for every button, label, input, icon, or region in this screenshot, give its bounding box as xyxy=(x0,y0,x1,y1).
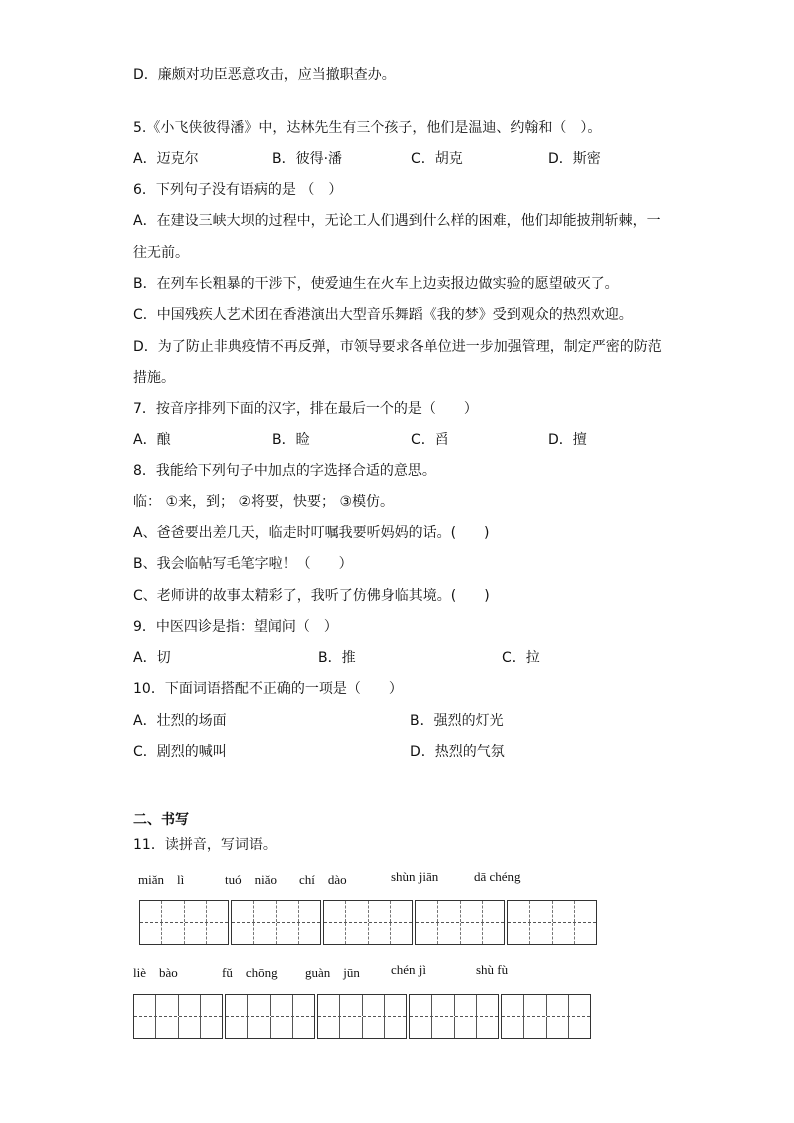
q6-option-a-line1: A．在建设三峡大坝的过程中，无论工人们遇到什么样的困难，他们却能披荆斩棘，一 xyxy=(133,213,661,229)
pinyin-label: chí dào xyxy=(299,872,347,887)
writing-box[interactable] xyxy=(507,900,597,945)
writing-box[interactable] xyxy=(317,994,407,1039)
writing-box[interactable] xyxy=(323,900,413,945)
pinyin-label: miǎn lì xyxy=(138,872,185,887)
pinyin-label: liè bào xyxy=(133,965,178,980)
q8-definitions: 临： ①来，到； ②将要，快要； ③模仿。 xyxy=(133,494,395,510)
writing-box[interactable] xyxy=(133,994,223,1039)
writing-box[interactable] xyxy=(409,994,499,1039)
q10-option-d: D．热烈的气氛 xyxy=(410,744,505,760)
q7-option-a: A．酿 xyxy=(133,432,171,448)
q10-option-a: A．壮烈的场面 xyxy=(133,713,227,729)
question-10: 10．下面词语搭配不正确的一项是（ ） xyxy=(133,681,403,697)
pinyin-label: shù fù xyxy=(476,962,509,977)
q9-option-b: B．推 xyxy=(318,650,356,666)
q8-item-a: A、爸爸要出差几天，临走时叮嘱我要听妈妈的话。( ) xyxy=(133,525,490,541)
q8-item-c: C、老师讲的故事太精彩了，我听了仿佛身临其境。( ) xyxy=(133,588,490,604)
q10-option-c: C．剧烈的喊叫 xyxy=(133,744,227,760)
q10-option-b: B．强烈的灯光 xyxy=(410,713,504,729)
writing-box[interactable] xyxy=(231,900,321,945)
q6-option-d-line2: 措施。 xyxy=(133,370,175,386)
q7-option-d: D．擅 xyxy=(548,432,587,448)
pinyin-label: guàn jūn xyxy=(305,965,360,980)
pinyin-label: tuó niǎo xyxy=(225,872,277,887)
option-d-line: D．廉颇对功臣恶意攻击，应当撤职查办。 xyxy=(133,67,396,83)
q5-option-b: B．彼得·潘 xyxy=(272,151,343,167)
q9-option-c: C．拉 xyxy=(502,650,540,666)
q9-option-a: A．切 xyxy=(133,650,171,666)
q5-option-d: D．斯密 xyxy=(548,151,601,167)
q7-option-c: C．舀 xyxy=(411,432,449,448)
question-6: 6．下列句子没有语病的是 （ ） xyxy=(133,182,343,198)
question-7: 7．按音序排列下面的汉字，排在最后一个的是（ ） xyxy=(133,401,478,417)
pinyin-label: fǔ chōng xyxy=(222,965,278,980)
pinyin-label: chén jì xyxy=(391,962,427,977)
pinyin-label: dā chéng xyxy=(474,869,521,884)
q5-option-c: C．胡克 xyxy=(411,151,463,167)
q6-option-b: B．在列车长粗暴的干涉下，使爱迪生在火车上边卖报边做实验的愿望破灭了。 xyxy=(133,276,619,292)
question-9: 9．中医四诊是指：望闻问（ ） xyxy=(133,619,338,635)
q7-option-b: B．睑 xyxy=(272,432,310,448)
q8-item-b: B、我会临帖写毛笔字啦！（ ） xyxy=(133,556,353,572)
question-11: 11．读拼音，写词语。 xyxy=(133,837,277,853)
writing-box[interactable] xyxy=(501,994,591,1039)
writing-box[interactable] xyxy=(225,994,315,1039)
question-5: 5.《小飞侠彼得潘》中，达林先生有三个孩子，他们是温迪、约翰和（ ）。 xyxy=(133,120,602,136)
q6-option-c: C．中国残疾人艺术团在香港演出大型音乐舞蹈《我的梦》受到观众的热烈欢迎。 xyxy=(133,307,633,323)
section-heading: 二、书写 xyxy=(133,812,189,828)
q6-option-a-line2: 往无前。 xyxy=(133,245,189,261)
writing-box[interactable] xyxy=(415,900,505,945)
question-8: 8．我能给下列句子中加点的字选择合适的意思。 xyxy=(133,463,436,479)
q6-option-d-line1: D．为了防止非典疫情不再反弹，市领导要求各单位进一步加强管理，制定严密的防范 xyxy=(133,339,662,355)
writing-box[interactable] xyxy=(139,900,229,945)
pinyin-label: shùn jiān xyxy=(391,869,439,884)
q5-option-a: A．迈克尔 xyxy=(133,151,199,167)
